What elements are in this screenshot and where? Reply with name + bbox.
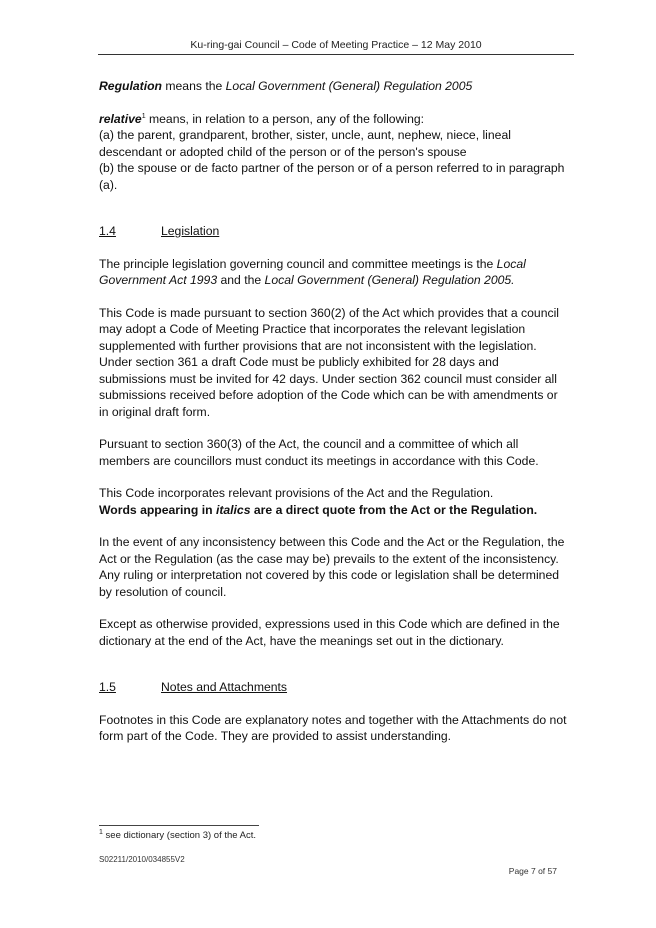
paragraph-code-pursuant: This Code is made pursuant to section 360(2) of the Act which provides that a council may adopt a Code of Meeting Practice that incorporates the relevant legislation supplemented with further provisions that are not inconsistent with the legislation. Under section 361 a draft Code must be publicly exhibited for 28 days and submissions must be invited for 42 days. Under section 362 council must consider all submissions received before adoption of the Code which can be with amendments or in original draft form. xyxy=(99,305,559,419)
paragraph-text: Words appearing in xyxy=(99,502,216,517)
document-reference: S02211/2010/034855V2 xyxy=(99,855,185,864)
definition-relative xyxy=(99,111,569,128)
paragraph-text: are a direct quote from the Act or the Regulation. xyxy=(250,502,538,517)
section-title: Notes and Attachments xyxy=(161,680,288,694)
paragraph-incorporates: This Code incorporates relevant provisions of the Act and the Regulation. xyxy=(99,486,494,500)
section-heading-1-5 xyxy=(99,679,569,696)
definition-item-a: (a) the parent, grandparent, brother, sister, uncle, aunt, nephew, niece, lineal descendant or adopted child of the person or of the person's spouse xyxy=(99,128,511,159)
footnote-number: 1 xyxy=(99,828,103,836)
footnote-1 xyxy=(99,830,256,841)
footnote-text: see dictionary (section 3) of the Act. xyxy=(102,830,257,841)
definition-regulation xyxy=(99,78,569,95)
section-title: Legislation xyxy=(161,224,220,238)
regulation-reference: Local Government (General) Regulation 2005. xyxy=(264,273,515,287)
paragraph-expressions: Except as otherwise provided, expressions used in this Code which are defined in the dictionary at the end of the Act, have the meanings set out in the dictionary. xyxy=(99,617,560,648)
page-number: Page 7 of 57 xyxy=(508,866,557,876)
act-reference: Local Government Act 1993 xyxy=(99,256,526,287)
paragraph-conduct-meetings: Pursuant to section 360(3) of the Act, the council and a committee of which all members are councillors must conduct its meetings in accordance with this Code. xyxy=(99,437,539,468)
document-body xyxy=(99,78,569,745)
paragraph-legislation xyxy=(99,256,569,289)
footnote-divider xyxy=(99,825,259,826)
paragraph-italics-note xyxy=(99,502,569,519)
definition-item-b: (b) the spouse or de facto partner of the person or of a person referred to in paragraph (a). xyxy=(99,161,565,192)
term-relative: relative xyxy=(99,111,142,126)
definition-text: means, in relation to a person, any of the following: xyxy=(145,111,425,126)
footnote-marker[interactable]: 1 xyxy=(141,112,146,120)
section-heading-1-4 xyxy=(99,223,569,240)
definition-text: means the xyxy=(161,79,226,93)
paragraph-footnotes: Footnotes in this Code are explanatory notes and together with the Attachments do not form part of the Code. They are provided to assist understanding. xyxy=(99,712,567,743)
term-regulation: Regulation xyxy=(99,79,162,93)
italics-word: italics xyxy=(215,502,251,517)
paragraph-text: The principle legislation governing council and committee meetings is the xyxy=(99,256,497,271)
paragraph-inconsistency: In the event of any inconsistency between this Code and the Act or the Regulation, the Act or the Regulation (as the case may be) prevails to the extent of the inconsistency. Any ruling or interpretation not covered by this code or legislation shall be determined by resolution of council. xyxy=(99,535,565,599)
section-number: 1.4 xyxy=(99,224,116,238)
paragraph-text: and the xyxy=(217,273,265,287)
running-header: Ku-ring-gai Council – Code of Meeting Practice – 12 May 2010 xyxy=(98,39,574,55)
section-number: 1.5 xyxy=(99,680,116,694)
regulation-reference: Local Government (General) Regulation 2005 xyxy=(225,79,473,93)
